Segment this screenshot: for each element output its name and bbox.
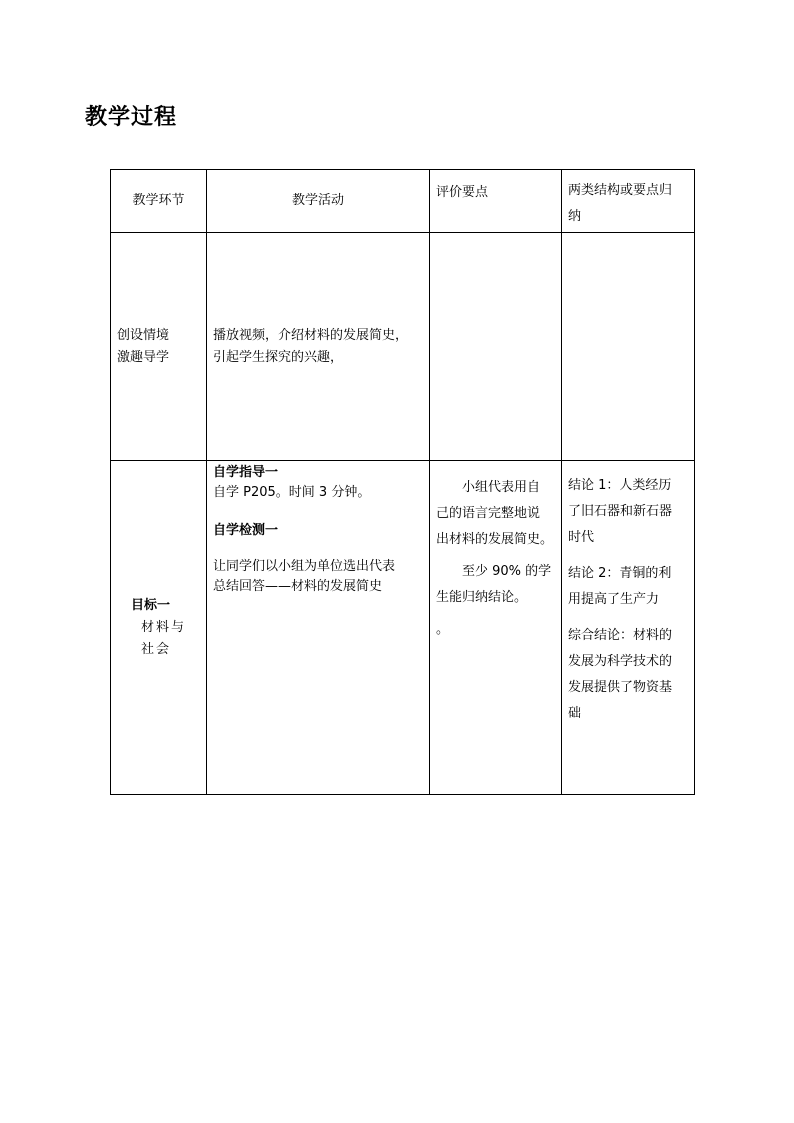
- page-title: 教学过程: [85, 105, 178, 130]
- row1-activity-line2: 引起学生探究的兴趣，: [213, 349, 344, 365]
- row2-activity-text2-line2: 总结回答——材料的发展简史: [213, 579, 383, 594]
- row1-activity-cell: [207, 233, 430, 461]
- row1-stage-cell: [111, 233, 207, 461]
- row2-eval-line3: 出材料的发展简史。: [436, 532, 554, 547]
- header-stage-cell: [111, 170, 207, 233]
- row2-eval-line5: 生能归纳结论。: [436, 590, 528, 605]
- row2-summary-line5: 用提高了生产力: [568, 592, 660, 607]
- row1-activity-line1: 播放视频，介绍材料的发展简史，: [213, 327, 409, 343]
- row2-stage-cell: [111, 461, 207, 795]
- row2-summary-line6: 综合结论：材料的: [568, 628, 673, 643]
- row1-summary-cell: [562, 233, 695, 461]
- header-activity-cell: [207, 170, 430, 233]
- header-evaluation-cell: [430, 170, 562, 233]
- row2-eval-line1: 小组代表用自: [462, 480, 541, 495]
- row2-stage-bold: 目标一: [131, 597, 171, 613]
- row2-summary-line9: 础: [568, 706, 582, 721]
- header-summary-line1: 两类结构或要点归: [568, 183, 673, 198]
- row2-summary-cell: [562, 461, 695, 795]
- header-evaluation: 评价要点: [436, 185, 489, 200]
- row2-activity-text1: 自学 P205。时间 3 分钟。: [213, 485, 371, 500]
- row1-stage-line2: 激趣导学: [117, 349, 170, 365]
- row2-eval-line6: 。: [436, 622, 450, 637]
- row2-activity-text2-line1: 让同学们以小组为单位选出代表: [213, 559, 396, 574]
- table-header-row: [111, 170, 695, 233]
- table-row: [111, 233, 695, 461]
- row2-summary-line3: 时代: [568, 530, 595, 545]
- row2-eval-line4: 至少 90% 的学: [462, 564, 552, 579]
- row2-summary-line8: 发展提供了物资基: [568, 680, 673, 695]
- row2-activity-heading1: 自学指导一: [213, 465, 279, 480]
- header-summary-cell: [562, 170, 695, 233]
- row2-summary-line7: 发展为科学技术的: [568, 654, 673, 669]
- row2-evaluation-cell: [430, 461, 562, 795]
- row1-evaluation-cell: [430, 233, 562, 461]
- row2-summary-line2: 了旧石器和新石器: [568, 504, 673, 519]
- row2-stage-line3: 社会: [141, 641, 172, 657]
- row1-stage-line1: 创设情境: [117, 327, 170, 343]
- row2-activity-cell: [207, 461, 430, 795]
- row2-summary-line1: 结论 1：人类经历: [568, 478, 672, 493]
- row2-eval-line2: 己的语言完整地说: [436, 506, 541, 521]
- header-activity: 教学活动: [291, 193, 344, 208]
- lesson-table: [110, 169, 695, 795]
- header-stage: 教学环节: [132, 193, 185, 208]
- row2-activity-heading2: 自学检测一: [213, 523, 279, 538]
- header-summary-line2: 纳: [568, 209, 582, 224]
- row2-summary-line4: 结论 2：青铜的利: [568, 566, 672, 581]
- table-row: [111, 461, 695, 795]
- row2-stage-line2: 材料与: [141, 619, 187, 635]
